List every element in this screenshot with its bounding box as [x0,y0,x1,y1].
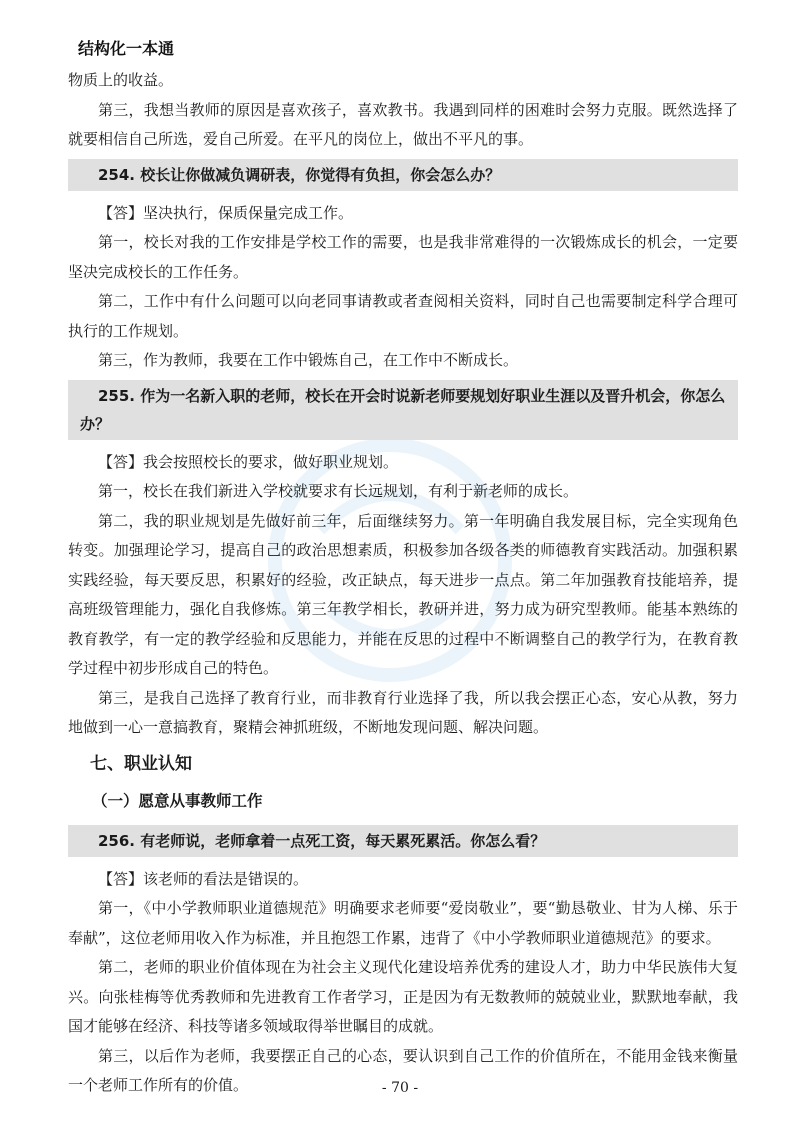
answer-summary: 【答】该老师的看法是错误的。 [98,869,309,888]
page-number: - 70 - [381,1080,419,1096]
question-255: 255. 作为一名新入职的老师，校长在开会时说新老师要规划好职业生涯以及晋升机会，你怎么办？ [68,380,738,440]
answer-summary: 【答】我会按照校长的要求，做好职业规划。 [98,452,399,471]
paragraph: 物质上的收益。 [68,71,174,89]
section-title: 七、职业认知 [90,753,192,774]
answer-summary: 【答】坚决执行，保质保量完成工作。 [98,203,354,222]
paragraph: 第一，校长在我们新进入学校就要求有长远规划，有利于新老师的成长。 [98,482,579,500]
running-header: 结构化一本通 [78,39,175,58]
page-content [68,66,738,1101]
paragraph: 第二，老师的职业价值体现在为社会主义现代化建设培养优秀的建设人才，助力中华民族伟大复兴。向张桂梅等优秀教师和先进教育工作者学习，正是因为有无数教师的兢兢业业，默默地奉献，我国才能够在经济、科技等诸多领域取得举世瞩目的成就。 [68,958,738,1035]
paragraph: 第三，是我自己选择了教育行业，而非教育行业选择了我，所以我会摆正心态，安心从教，努力地做到一心一意搞教育，聚精会神抓班级，不断地发现问题、解决问题。 [68,688,738,736]
paragraph: 第一，校长对我的工作安排是学校工作的需要，也是我非常难得的一次锻炼成长的机会，一定要坚决完成校长的工作任务。 [68,233,738,281]
paragraph: 第三，以后作为老师，我要摆正自己的心态，要认识到自己工作的价值所在，不能用金钱来衡量一个老师工作所有的价值。 [68,1046,738,1094]
question-256: 256. 有老师说，老师拿着一点死工资，每天累死累活。你怎么看？ [68,825,738,857]
paragraph: 第一，《中小学教师职业道德规范》明确要求老师要“爱岗敬业”，要“勤恳敬业、甘为人梯、乐于奉献”，这位老师用收入作为标准，并且抱怨工作累，违背了《中小学教师职业道德规范》的要求。 [68,899,738,947]
question-254: 254. 校长让你做减负调研表，你觉得有负担，你会怎么办？ [68,159,738,191]
paragraph: 第三，作为教师，我要在工作中锻炼自己，在工作中不断成长。 [98,351,519,369]
paragraph: 第二，我的职业规划是先做好前三年，后面继续努力。第一年明确自我发展目标，完全实现角色转变。加强理论学习，提高自己的政治思想素质，积极参加各级各类的师德教育实践活动。加强积累实践经验，每天要反思，积累好的经验，改正缺点，每天进步一点点。第二年加强教育技能培养，提高班级管理能力，强化自我修炼。第三年教学相长，教研并进，努力成为研究型教师。能基本熟练的教育教学，有一定的教学经验和反思能力，并能在反思的过程中不断调整自己的教学行为，在教育教学过程中初步形成自己的特色。 [68,511,738,677]
paragraph: 第二，工作中有什么问题可以向老同事请教或者查阅相关资料，同时自己也需要制定科学合理可执行的工作规划。 [68,292,738,340]
subsection-title: （一）愿意从事教师工作 [92,791,263,810]
paragraph: 第三，我想当教师的原因是喜欢孩子，喜欢教书。我遇到同样的困难时会努力克服。既然选择了就要相信自己所选，爱自己所爱。在平凡的岗位上，做出不平凡的事。 [68,100,738,148]
